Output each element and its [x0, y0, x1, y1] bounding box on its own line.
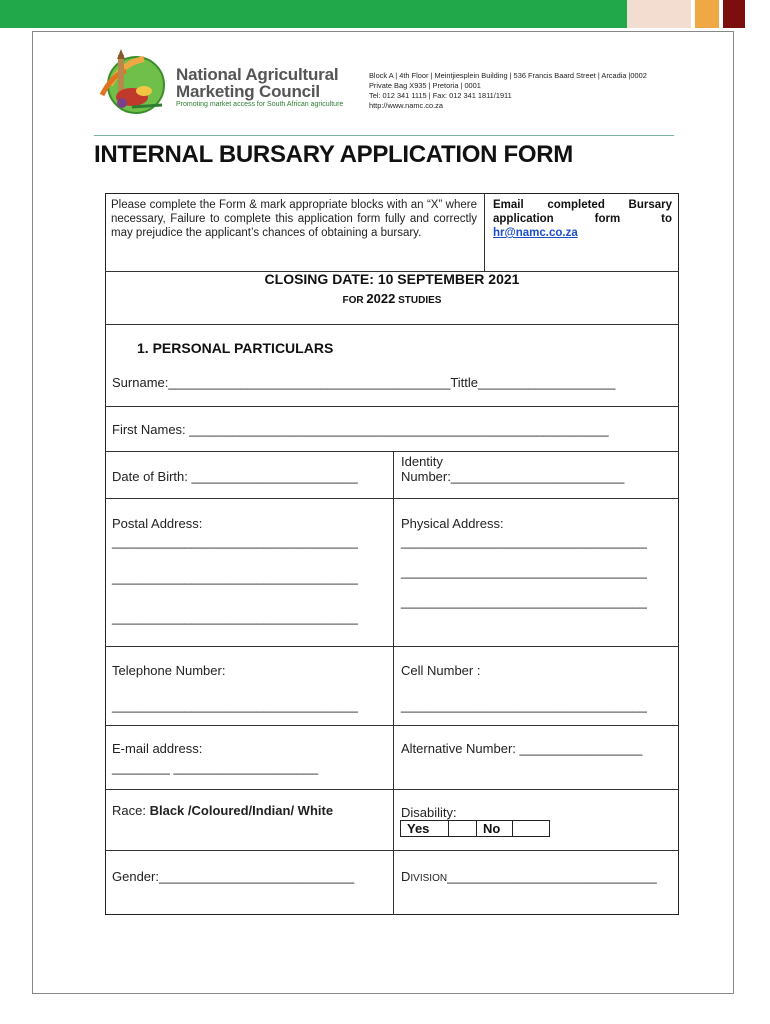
telephone-label: Telephone Number: [112, 663, 226, 678]
row-divider [105, 498, 679, 499]
disability-no-option[interactable]: No [477, 821, 513, 836]
column-divider [484, 193, 485, 271]
disability-yes-option[interactable]: Yes [401, 821, 449, 836]
alternative-number-field[interactable]: Alternative Number: _________________ [401, 741, 643, 756]
physical-address-label: Physical Address: [401, 516, 504, 531]
race-options[interactable]: Black /Coloured/Indian/ White [149, 803, 334, 818]
postal-address-line[interactable]: __________________________________ [112, 610, 358, 625]
postal-address-label: Postal Address: [112, 516, 203, 531]
physical-address-line[interactable]: __________________________________ [401, 594, 647, 609]
study-year: 2022 [366, 291, 396, 306]
orange-band [695, 0, 719, 28]
cell-number-field[interactable]: __________________________________ [401, 698, 647, 713]
identity-number-field[interactable]: Number:________________________ [401, 469, 625, 484]
surname-field[interactable]: Surname:_______________________________________Tittle___________________ [112, 375, 616, 390]
form-title: INTERNAL BURSARY APPLICATION FORM [94, 141, 573, 168]
physical-address-line[interactable]: __________________________________ [401, 534, 647, 549]
namc-logo-icon [92, 45, 172, 125]
row-divider [105, 850, 679, 851]
address-line-2: Private Bag X935 | Pretoria | 0001 [369, 81, 481, 90]
division-field[interactable] [401, 869, 657, 884]
gender-field[interactable]: Gender:___________________________ [112, 869, 355, 884]
instructions-text: Please complete the Form & mark appropriate blocks with an “X” where necessary, Failure to complete this application form fully and correctly may prejudice the applicant’s chances of obtaining a bursary. [111, 199, 477, 239]
date-of-birth-field[interactable]: Date of Birth: _______________________ [112, 469, 358, 484]
disability-options [400, 820, 550, 837]
row-divider [105, 451, 679, 452]
row-divider [105, 789, 679, 790]
identity-label: Identity [401, 454, 443, 469]
physical-address-line[interactable]: __________________________________ [401, 564, 647, 579]
for-studies [105, 291, 679, 306]
race-field [112, 803, 333, 818]
org-name [176, 66, 338, 100]
postal-address-line[interactable]: __________________________________ [112, 534, 358, 549]
website-link[interactable]: http://www.namc.co.za [369, 101, 443, 110]
org-name-line2: Marketing Council [176, 82, 320, 101]
row-divider [105, 646, 679, 647]
for-prefix: FOR [342, 295, 364, 306]
cell-number-label: Cell Number : [401, 663, 481, 678]
row-divider [105, 324, 679, 325]
email-link[interactable]: hr@namc.co.za [493, 227, 578, 239]
disability-no-checkbox[interactable] [513, 821, 549, 836]
row-divider [105, 725, 679, 726]
org-address [369, 71, 647, 111]
telephone-field[interactable]: __________________________________ [112, 698, 358, 713]
address-line-1: Block A | 4th Floor | Meintjiesplein Building | 536 Francis Baard Street | Arcadia |0002 [369, 71, 647, 80]
email-note [493, 198, 672, 240]
closing-date: CLOSING DATE: 10 SEPTEMBER 2021 [264, 271, 520, 287]
column-divider [393, 451, 394, 915]
division-label-initial: D [401, 869, 411, 884]
postal-address-line[interactable]: __________________________________ [112, 570, 358, 585]
address-line-3: Tel: 012 341 1115 | Fax: 012 341 1811/1911 [369, 91, 512, 100]
disability-yes-checkbox[interactable] [449, 821, 477, 836]
section-heading: 1. PERSONAL PARTICULARS [137, 340, 334, 356]
beige-band [627, 0, 691, 28]
first-names-field[interactable]: First Names: __________________________________________________________ [112, 422, 609, 437]
green-band [0, 0, 627, 28]
email-address-field[interactable]: ________ ____________________ [112, 760, 319, 775]
disability-label: Disability: [401, 805, 457, 820]
division-label-rest: IVISION [410, 873, 448, 884]
org-tagline: Promoting market access for South African agriculture [176, 101, 344, 108]
top-color-bar [0, 0, 770, 28]
header-divider [94, 135, 674, 136]
division-line: _____________________________ [447, 869, 657, 884]
email-note-text: Email completed Bursary application form to [493, 199, 672, 225]
row-divider [105, 406, 679, 407]
email-address-label: E-mail address: [112, 741, 203, 756]
org-name-line1: National Agricultural [176, 65, 339, 84]
race-label: Race: [112, 803, 146, 818]
maroon-band [723, 0, 745, 28]
for-suffix: STUDIES [398, 295, 442, 306]
